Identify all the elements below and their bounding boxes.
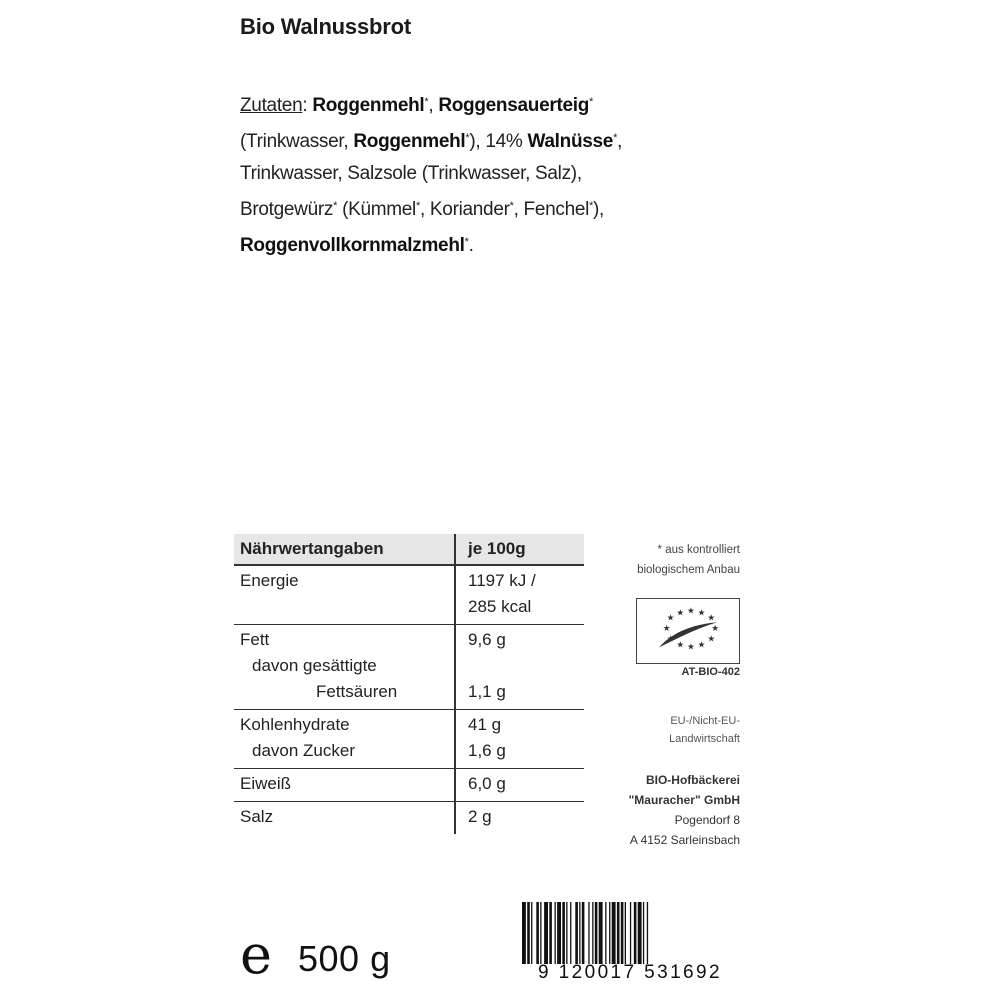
barcode-bar: [599, 902, 603, 964]
table-row: [234, 565, 584, 625]
producer-address: BIO-Hofbäckerei "Mauracher" GmbH Pogendorf 8 A 4152 Sarleinsbach: [628, 773, 740, 847]
ingredients-text: Zutaten: Roggenmehl*, Roggensauerteig* (Trinkwasser, Roggenmehl*), 14% Walnüsse*, Trinkwasser, Salzsole (Trinkwasser, Salz), Brotgewürz* (Kümmel*, Koriander*, Fenchel*), Roggenvollkornmalzmehl*.: [240, 95, 623, 256]
salt-label: Salz: [234, 802, 455, 835]
barcode-bar: [570, 902, 571, 964]
sugar-label: davon Zucker: [252, 741, 355, 760]
barcode-bar: [579, 902, 580, 964]
barcode-bar: [531, 902, 532, 964]
protein-value: 6,0 g: [455, 769, 584, 802]
barcode-bar: [575, 902, 578, 964]
barcode-bar: [549, 902, 552, 964]
net-weight: 500 g: [298, 938, 391, 979]
barcode-bar: [605, 902, 606, 964]
barcode-bar: [582, 902, 585, 964]
svg-text:★: ★: [676, 608, 685, 619]
table-row: [234, 802, 584, 835]
svg-text:★: ★: [662, 624, 671, 634]
nutrition-header-row: [234, 534, 584, 565]
cert-code: AT-BIO-402: [681, 666, 740, 678]
product-title: Bio Walnussbrot: [240, 14, 411, 39]
barcode-number: 9 120017 531692: [538, 962, 722, 983]
barcode-bar: [647, 902, 648, 964]
table-row: [234, 625, 584, 710]
barcode-bar: [527, 902, 530, 964]
salt-value: 2 g: [468, 807, 492, 826]
barcode-bar: [544, 902, 548, 964]
eu-organic-leaf-icon: [636, 598, 740, 664]
energy-label: Energie: [240, 571, 299, 590]
saturated-value: 1,1 g: [468, 682, 506, 701]
nutrition-header-name: Nährwertangaben: [234, 534, 455, 565]
energy-kcal: 285 kcal: [468, 597, 532, 616]
ingredients-label: Zutaten: [240, 95, 303, 116]
barcode-bar: [625, 902, 626, 964]
svg-text:★: ★: [676, 640, 685, 651]
farming-origin: EU-/Nicht-EU- Landwirtschaft: [669, 715, 740, 745]
barcode-bar: [522, 902, 526, 964]
barcode-bar: [638, 902, 642, 964]
estimated-sign-icon: e: [240, 923, 272, 986]
barcode-bar: [630, 902, 631, 964]
barcode-bar: [634, 902, 637, 964]
fat-label: Fett: [240, 630, 270, 649]
nutrition-table: [234, 534, 584, 834]
barcode-bar: [612, 902, 616, 964]
svg-text:★: ★: [711, 624, 720, 634]
table-row: [234, 769, 584, 802]
protein-label: Eiweiß: [234, 769, 455, 802]
barcode-bar: [555, 902, 556, 964]
organic-note: * aus kontrolliert biologischem Anbau: [637, 544, 740, 576]
carb-value: 41 g: [468, 715, 502, 734]
sugar-value: 1,6 g: [468, 741, 506, 760]
svg-text:★: ★: [686, 642, 695, 653]
saturated-label-1: davon gesättigte: [252, 656, 377, 675]
barcode-bar: [617, 902, 620, 964]
carb-label: Kohlenhydrate: [240, 715, 350, 734]
svg-text:★: ★: [697, 640, 706, 651]
nutrition-header-value: je 100g: [455, 534, 584, 565]
svg-text:★: ★: [666, 613, 675, 624]
svg-text:★: ★: [686, 606, 695, 617]
svg-text:★: ★: [697, 608, 706, 619]
barcode-bar: [595, 902, 598, 964]
barcode-bar: [609, 902, 610, 964]
barcode-bar: [562, 902, 565, 964]
energy-kj: 1197 kJ /: [468, 571, 536, 590]
barcode-bar: [536, 902, 539, 964]
barcode-bar: [557, 902, 561, 964]
barcode-bar: [592, 902, 593, 964]
barcode-bar: [566, 902, 567, 964]
fat-value: 9,6 g: [468, 630, 506, 649]
barcode-bar: [643, 902, 644, 964]
barcode-bar: [621, 902, 624, 964]
svg-text:★: ★: [707, 613, 716, 624]
saturated-label-2: Fettsäuren: [316, 682, 398, 701]
barcode-bar: [540, 902, 541, 964]
table-row: [234, 710, 584, 769]
svg-text:★: ★: [707, 634, 716, 645]
barcode-bar: [588, 902, 589, 964]
